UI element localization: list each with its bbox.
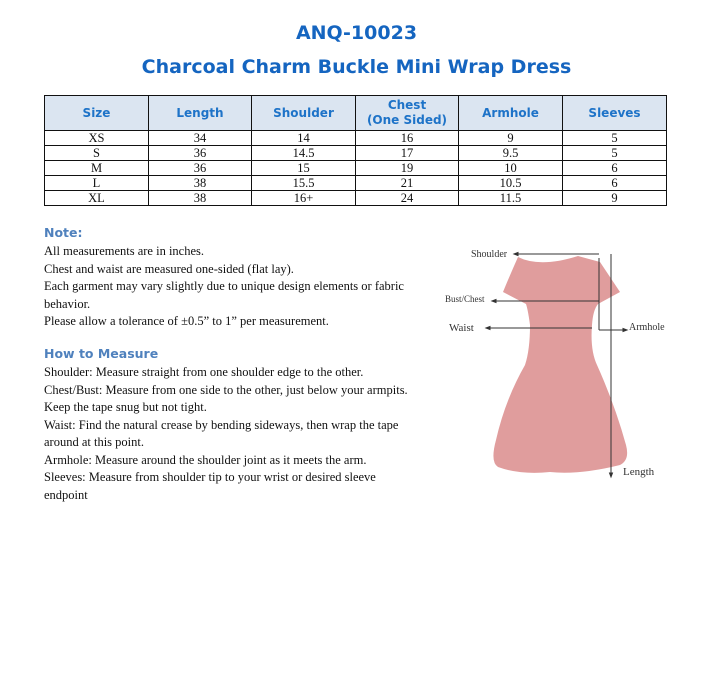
cell-chest: 16: [356, 131, 459, 146]
cell-size: M: [45, 161, 149, 176]
note-heading: Note:: [44, 225, 83, 240]
cell-armhole: 9: [459, 131, 563, 146]
dress-illustration-icon: [430, 230, 680, 490]
cell-size: XS: [45, 131, 149, 146]
cell-length: 36: [149, 146, 252, 161]
note-body: [44, 243, 414, 331]
cell-shoulder: 15.5: [252, 176, 356, 191]
col-header-label: Chest: [387, 98, 427, 112]
note-line: Please allow a tolerance of ±0.5” to 1” per measurement.: [44, 314, 329, 328]
cell-sleeves: 6: [563, 161, 667, 176]
cell-shoulder: 14.5: [252, 146, 356, 161]
col-header-label: Sleeves: [588, 105, 641, 120]
product-sku: ANQ-10023: [295, 22, 418, 44]
cell-armhole: 9.5: [459, 146, 563, 161]
table-row: [45, 161, 667, 176]
product-name: Charcoal Charm Buckle Mini Wrap Dress: [141, 56, 572, 78]
cell-chest: 17: [356, 146, 459, 161]
bust-chest-label: Bust/Chest: [445, 294, 485, 304]
measure-instruction: Chest/Bust: Measure from one side to the other, just below your armpits. Keep the tape snug but not tight.: [44, 382, 408, 414]
col-header-shoulder: [252, 96, 356, 131]
how-to-measure-heading: How to Measure: [44, 346, 159, 361]
cell-length: 34: [149, 131, 252, 146]
measure-instruction: Armhole: Measure around the shoulder joint as it meets the arm.: [44, 452, 367, 467]
col-header-sleeves: [563, 96, 667, 131]
cell-sleeves: 9: [563, 191, 667, 206]
length-label: Length: [623, 466, 655, 478]
cell-shoulder: 16+: [252, 191, 356, 206]
table-row: [45, 176, 667, 191]
note-line: All measurements are in inches.: [44, 244, 205, 258]
cell-chest: 21: [356, 176, 459, 191]
table-header-row: [45, 96, 667, 131]
shoulder-label: Shoulder: [471, 249, 508, 260]
col-header-label: Armhole: [482, 105, 539, 120]
col-header-length: [149, 96, 252, 131]
measurement-diagram: [430, 230, 680, 490]
col-header-size: [45, 96, 149, 131]
table-row: [45, 191, 667, 206]
col-header-armhole: [459, 96, 563, 131]
armhole-label: Armhole: [629, 322, 665, 333]
col-header-label: Length: [176, 105, 224, 120]
how-to-measure-body: [44, 364, 414, 504]
cell-length: 38: [149, 191, 252, 206]
cell-length: 38: [149, 176, 252, 191]
cell-sleeves: 6: [563, 176, 667, 191]
cell-sleeves: 5: [563, 146, 667, 161]
cell-size: L: [45, 176, 149, 191]
measure-instruction: Shoulder: Measure straight from one shoulder edge to the other.: [44, 365, 364, 379]
cell-armhole: 10: [459, 161, 563, 176]
col-header-sublabel: (One Sided): [366, 113, 448, 127]
measure-instruction: Waist: Find the natural crease by bending sideways, then wrap the tape around at this point.: [44, 417, 399, 449]
cell-size: S: [45, 146, 149, 161]
cell-length: 36: [149, 161, 252, 176]
note-line: Chest and waist are measured one-sided (flat lay).: [44, 261, 294, 276]
col-header-chest: [356, 96, 459, 131]
cell-armhole: 10.5: [459, 176, 563, 191]
cell-size: XL: [45, 191, 149, 206]
cell-armhole: 11.5: [459, 191, 563, 206]
table-row: [45, 131, 667, 146]
cell-chest: 24: [356, 191, 459, 206]
col-header-label: Shoulder: [273, 105, 334, 120]
note-line: Each garment may vary slightly due to unique design elements or fabric behavior.: [44, 279, 404, 311]
cell-shoulder: 15: [252, 161, 356, 176]
cell-chest: 19: [356, 161, 459, 176]
cell-shoulder: 14: [252, 131, 356, 146]
waist-label: Waist: [449, 322, 474, 334]
size-chart-table: [44, 95, 667, 206]
measure-instruction: Sleeves: Measure from shoulder tip to your wrist or desired sleeve endpoint: [44, 470, 376, 502]
cell-sleeves: 5: [563, 131, 667, 146]
table-row: [45, 146, 667, 161]
col-header-label: Size: [82, 105, 111, 120]
